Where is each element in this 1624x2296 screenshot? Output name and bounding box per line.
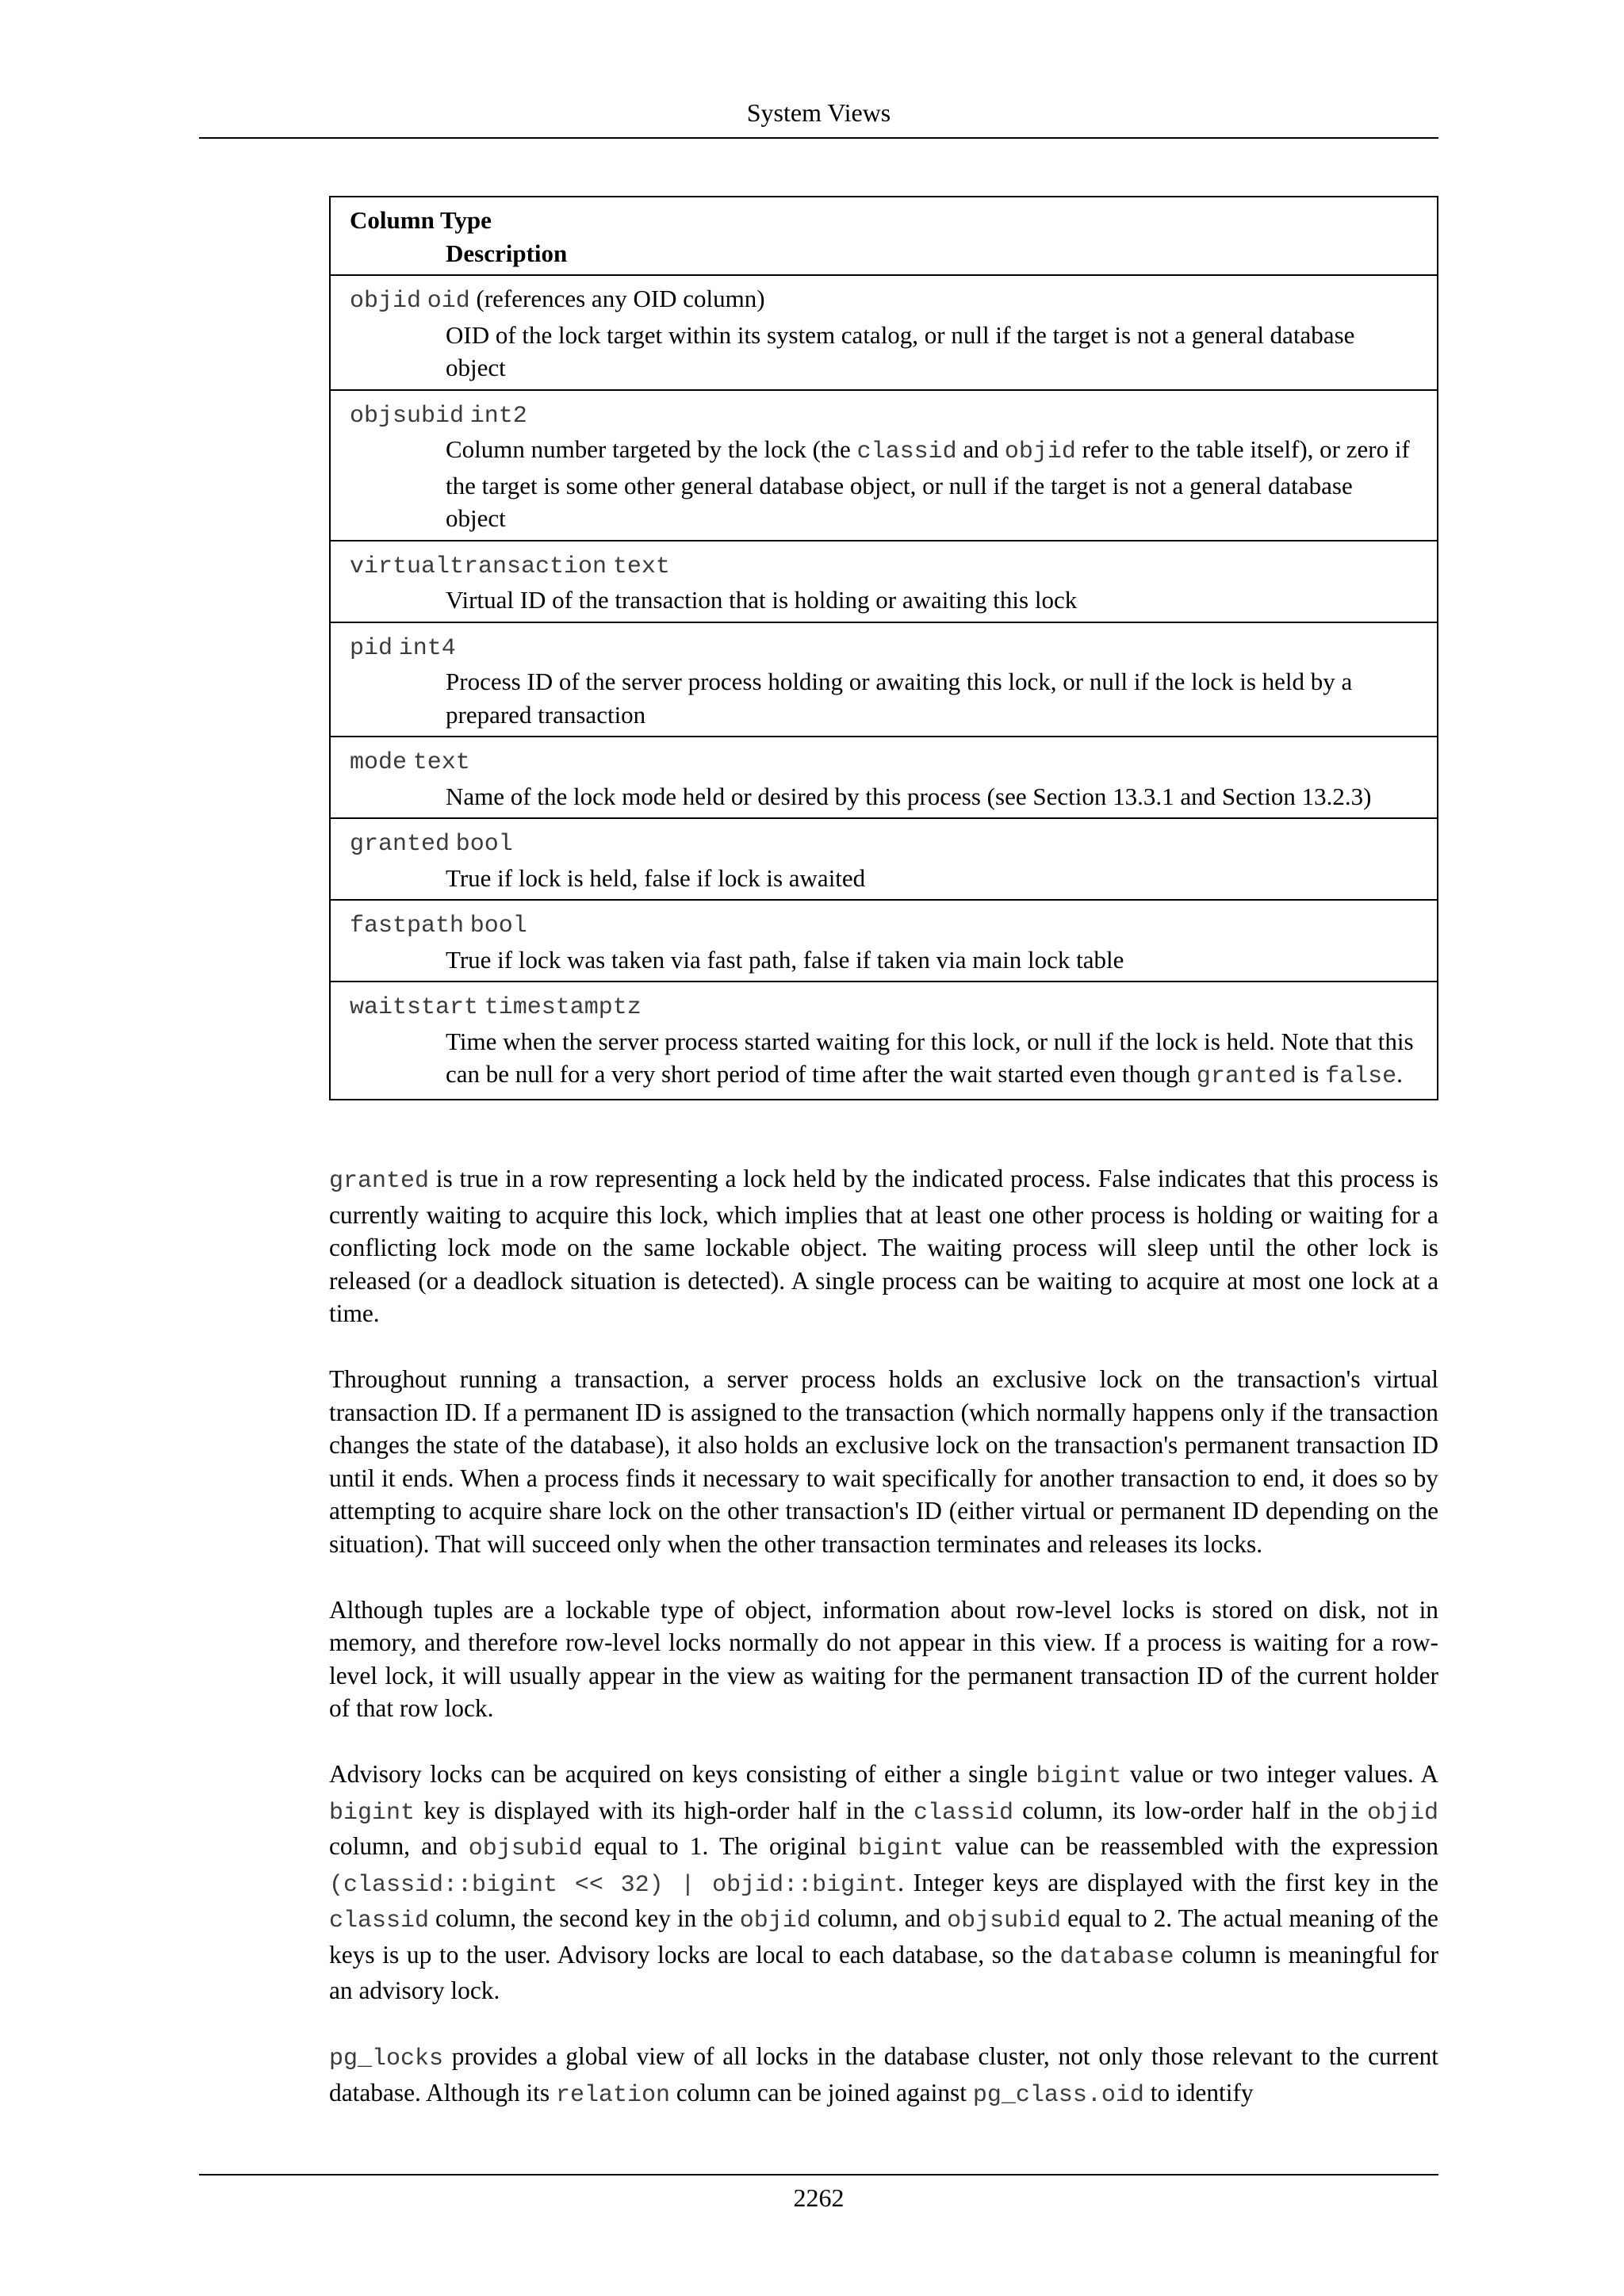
column-type: oid — [427, 288, 470, 315]
column-name: waitstart — [350, 994, 479, 1021]
column-signature — [350, 744, 1418, 780]
column-type: timestamptz — [484, 994, 642, 1021]
table-row-granted — [331, 817, 1437, 899]
column-name: pid — [350, 634, 393, 662]
table-row-mode — [331, 736, 1437, 817]
column-description: True if lock was taken via fast path, false if taken via main lock table — [446, 945, 1124, 974]
paragraph-advisory-locks: Advisory locks can be acquired on keys consisting of either a single bigint value or two integer values. A bigint key is displayed with its high-order half in the classid column, its low-order half in the objid column, and objsubid equal to 1. The original bigint value can be reassembled with the expression (classid::bigint << 32) | objid::bigint. Integer keys are displayed with the first key in the classid column, the second key in the objid column, and objsubid equal to 2. The actual meaning of the keys is up to the user. Advisory locks are local to each database, so the database column is meaningful for an advisory lock. — [329, 1760, 1439, 2004]
body-text — [329, 1162, 1438, 2145]
inline-code: classid — [856, 438, 957, 465]
paragraph-pg-locks: pg_locks provides a global view of all locks in the database cluster, not only those relevant to the current database. Although its relation column can be joined against pg_class.oid to identify — [329, 2042, 1438, 2109]
inline-code: objid — [739, 1908, 811, 1934]
inline-code: false — [1325, 1063, 1397, 1090]
inline-code: database — [1059, 1943, 1174, 1971]
inline-code: (classid::bigint << 32) | objid::bigint — [329, 1871, 898, 1899]
column-type-heading: Column Type — [350, 206, 492, 234]
table-row-objsubid — [331, 389, 1437, 540]
table-row-waitstart — [331, 981, 1437, 1099]
inline-code: objsubid — [947, 1908, 1062, 1934]
column-type: bool — [469, 913, 527, 939]
column-signature — [350, 629, 1418, 666]
column-name: virtualtransaction — [350, 553, 607, 580]
inline-code: granted — [329, 1168, 430, 1195]
paragraph-granted: granted is true in a row representing a lock held by the indicated process. False indicates that this process is currently waiting to acquire this lock, which implies that at least one other process is holding or waiting for a conflicting lock mode on the same lockable object. The waiting process will sleep until the other lock is released (or a deadlock situation is detected). A single process can be waiting to acquire at most one lock at a time. — [329, 1165, 1438, 1327]
column-signature — [350, 548, 1418, 584]
column-type: text — [612, 553, 670, 580]
column-type: int2 — [469, 402, 527, 430]
header-rule — [199, 137, 1438, 139]
table-row-pid — [331, 622, 1437, 737]
columns-table — [329, 196, 1438, 1100]
table-row-virtualtransaction — [331, 540, 1437, 622]
inline-code: objid — [1366, 1799, 1438, 1827]
column-name: objid — [350, 288, 422, 315]
column-type: int4 — [398, 634, 456, 662]
column-name: objsubid — [350, 402, 465, 430]
column-description: Column number targeted by the lock (the classid and objid refer to the table itself), or zero if the target is some other general database object, or null if the target is not a general database object — [446, 435, 1410, 532]
column-description: Time when the server process started waiting for this lock, or null if the lock is held. Note that this can be null for a very short period of time after the wait started even though granted is false. — [446, 1027, 1414, 1090]
column-signature — [350, 907, 1418, 943]
column-description: Virtual ID of the transaction that is holding or awaiting this lock — [446, 586, 1078, 614]
column-description: Process ID of the server process holding or awaiting this lock, or null if the lock is held by a prepared transaction — [446, 668, 1353, 729]
paragraph-row-level-locks: Although tuples are a lockable type of object, information about row-level locks is stored on disk, not in memory, and therefore row-level locks normally do not appear in this view. If a process is waiting for a row-level lock, it will usually appear in the view as waiting for the permanent transaction ID of the current holder of that row lock. — [329, 1595, 1438, 1722]
inline-code: pg_class.oid — [972, 2081, 1144, 2109]
column-signature — [350, 825, 1418, 862]
column-name: mode — [350, 749, 408, 776]
table-header-row — [331, 197, 1437, 274]
description-heading: Description — [446, 239, 568, 267]
inline-code: objid — [1004, 438, 1076, 465]
column-signature — [350, 282, 1418, 319]
inline-code: granted — [1196, 1063, 1297, 1090]
column-signature — [350, 989, 1418, 1025]
column-type: bool — [455, 831, 513, 858]
page-header: System Views — [746, 98, 891, 127]
table-row-objid — [331, 274, 1437, 389]
column-note: (references any OID column) — [469, 285, 765, 312]
inline-code: relation — [555, 2081, 670, 2109]
inline-code: bigint — [329, 1799, 416, 1827]
inline-code: classid — [329, 1908, 430, 1934]
inline-code: classid — [913, 1799, 1013, 1827]
inline-code: pg_locks — [329, 2045, 444, 2072]
column-type: text — [412, 749, 470, 776]
inline-code: objsubid — [468, 1835, 583, 1862]
footer-rule — [199, 2174, 1438, 2175]
column-description: OID of the lock target within its system catalog, or null if the target is not a general database object — [446, 320, 1355, 381]
table-row-fastpath — [331, 899, 1437, 981]
column-description: Name of the lock mode held or desired by this process (see Section 13.3.1 and Section 13.2.3) — [446, 782, 1372, 810]
column-description: True if lock is held, false if lock is awaited — [446, 863, 866, 892]
column-name: granted — [350, 831, 450, 858]
inline-code: bigint — [1036, 1763, 1122, 1790]
column-signature — [350, 397, 1418, 434]
inline-code: bigint — [857, 1835, 944, 1862]
page-number: 2262 — [793, 2183, 845, 2212]
paragraph-transaction-locks: Throughout running a transaction, a server process holds an exclusive lock on the transaction's virtual transaction ID. If a permanent ID is assigned to the transaction (which normally happens only if the transaction changes the state of the database), it also holds an exclusive lock on the transaction's permanent transaction ID until it ends. When a process finds it necessary to wait specifically for another transaction to end, it does so by attempting to acquire share lock on the other transaction's ID (either virtual or permanent ID depending on the situation). That will succeed only when the other transaction terminates and releases its locks. — [329, 1365, 1438, 1558]
column-name: fastpath — [350, 913, 465, 939]
